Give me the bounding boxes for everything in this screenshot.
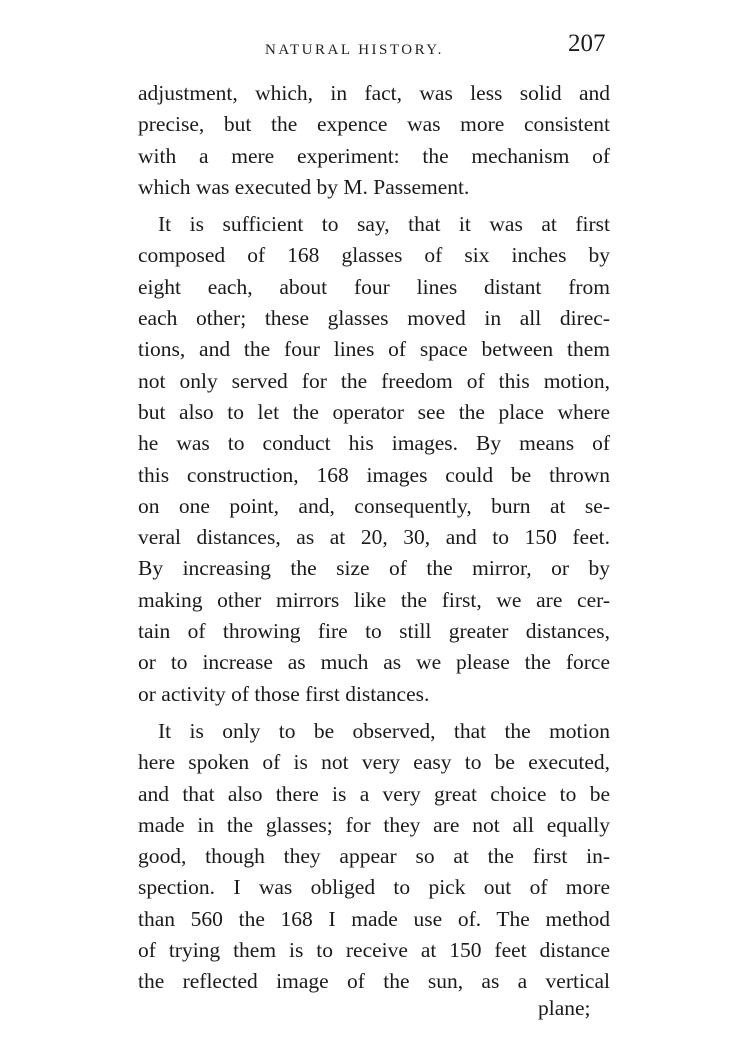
page-number: 207 xyxy=(568,30,606,57)
body-text xyxy=(138,78,610,998)
text-line: precise, but the expence was more consistent xyxy=(138,112,610,137)
text-line: good, though they appear so at the first in- xyxy=(138,844,610,869)
text-line: adjustment, which, in fact, was less solid and xyxy=(138,81,610,105)
text-line: or to increase as much as we please the force xyxy=(138,650,610,675)
paragraph-first-line: It is only to be observed, that the motion xyxy=(158,718,610,743)
text-line: than 560 the 168 I made use of. The method xyxy=(138,906,610,931)
text-line: veral distances, as at 20, 30, and to 150 feet. xyxy=(138,525,610,550)
text-line: each other; these glasses moved in all direc- xyxy=(138,306,610,331)
text-line: with a mere experiment: the mechanism of xyxy=(138,143,610,168)
text-line: on one point, and, consequently, burn at se- xyxy=(138,493,610,518)
text-line: spection. I was obliged to pick out of more xyxy=(138,875,610,900)
text-line: here spoken of is not very easy to be executed, xyxy=(138,750,610,775)
text-line: composed of 168 glasses of six inches by xyxy=(138,243,610,268)
text-line: tain of throwing fire to still greater distances, xyxy=(138,619,610,644)
text-line: By increasing the size of the mirror, or by xyxy=(138,556,610,581)
text-line: but also to let the operator see the place where xyxy=(138,399,610,424)
running-title: NATURAL HISTORY. xyxy=(265,42,444,58)
text-line: he was to conduct his images. By means of xyxy=(138,431,610,456)
text-line: this construction, 168 images could be thrown xyxy=(138,462,610,487)
text-line: and that also there is a very great choice to be xyxy=(138,781,610,806)
text-line: eight each, about four lines distant from xyxy=(138,274,610,299)
text-line: of trying them is to receive at 150 feet distance xyxy=(138,938,610,963)
catchword: plane; xyxy=(538,996,591,1020)
text-line: the reflected image of the sun, as a vertical xyxy=(138,969,610,994)
paragraph-first-line: It is sufficient to say, that it was at first xyxy=(158,212,610,237)
text-line: making other mirrors like the first, we are cer- xyxy=(138,587,610,612)
text-line: not only served for the freedom of this motion, xyxy=(138,368,610,393)
text-line: made in the glasses; for they are not all equally xyxy=(138,812,610,837)
text-line: or activity of those first distances. xyxy=(138,681,430,706)
text-line: tions, and the four lines of space between them xyxy=(138,337,610,362)
text-line: which was executed by M. Passement. xyxy=(138,174,470,199)
